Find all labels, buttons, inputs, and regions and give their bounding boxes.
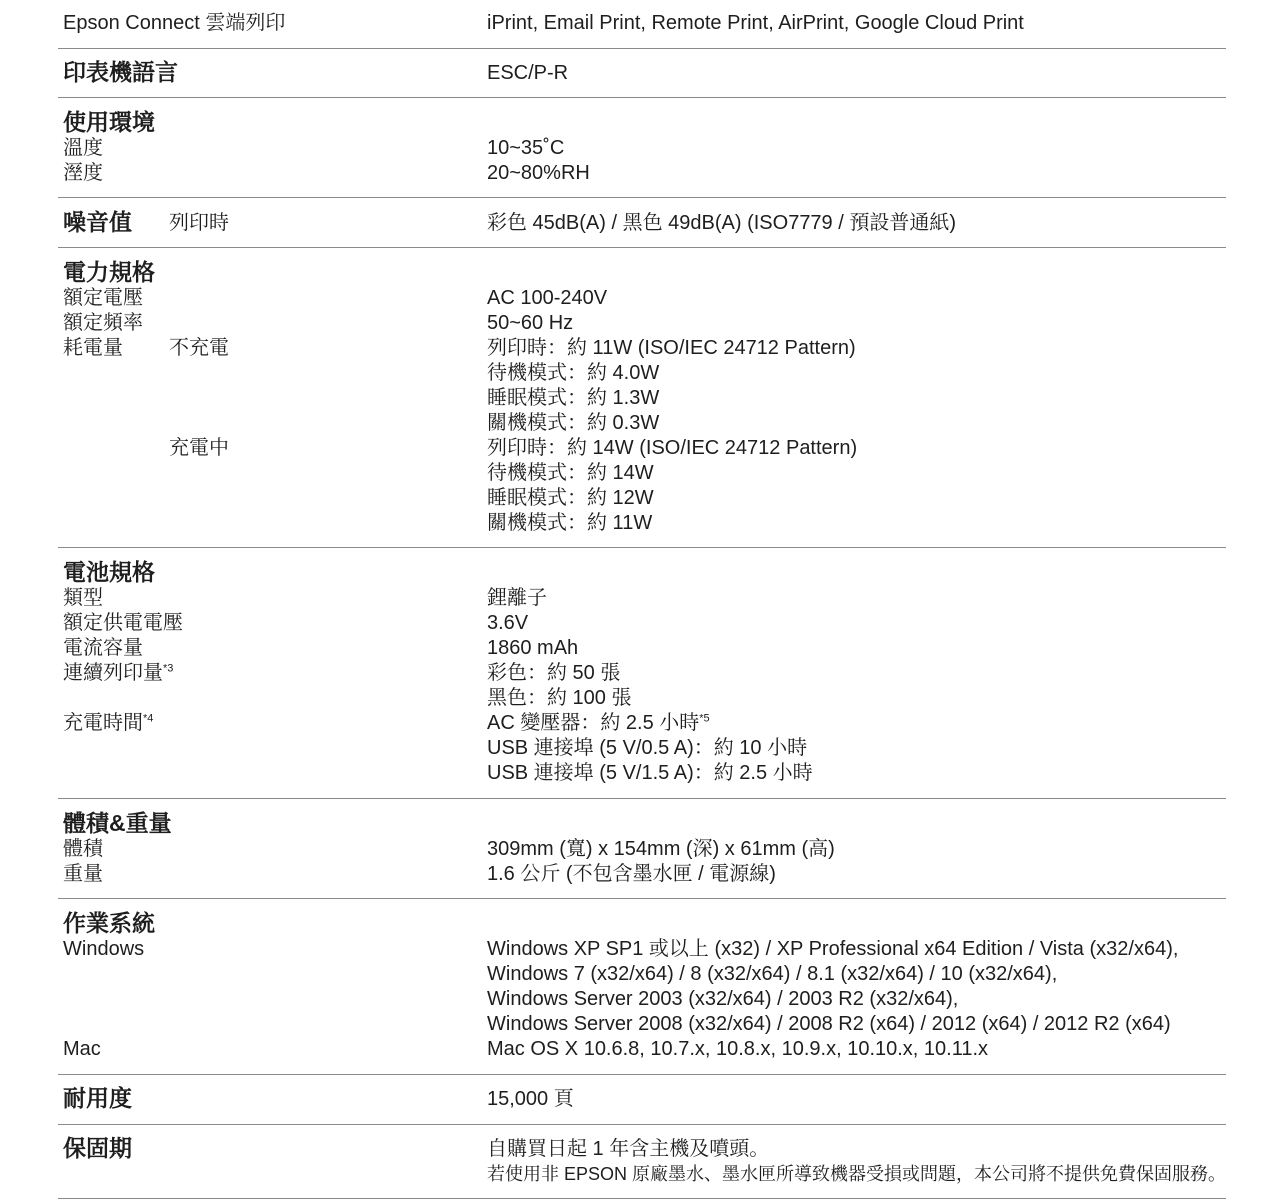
windows-value-4: Windows Server 2008 (x32/x64) / 2008 R2 (x64) / 2012 (x64) / 2012 R2 (x64) [487,1013,1171,1035]
environment-title: 使用環境 [63,109,155,135]
divider [58,898,1226,899]
charging-time-ac: AC 變壓器：約 2.5 小時$^{*5}$ [487,712,710,734]
footnote-3: *3 [163,662,174,675]
battery-type-label: 類型 [63,587,103,609]
charging-time-usb-1: USB 連接埠 (5 V/0.5 A)：約 10 小時 [487,737,808,759]
not-charging-standby: 待機模式：約 4.0W [487,362,660,384]
windows-value-1: Windows XP SP1 或以上 (x32) / XP Professional x64 Edition / Vista (x32/x64), [487,938,1179,960]
rated-frequency-label: 額定頻率 [63,312,143,334]
charging-printing: 列印時：約 14W (ISO/IEC 24712 Pattern) [487,437,858,459]
divider [58,547,1226,548]
temperature-label: 溫度 [63,137,103,159]
weight-value: 1.6 公斤 (不包含墨水匣 / 電源線) [487,863,776,885]
epson-connect-label: Epson Connect 雲端列印 [63,12,286,34]
battery-capacity-label: 電流容量 [63,637,143,659]
humidity-value: 20~80%RH [487,162,590,184]
not-charging-sleep: 睡眠模式：約 1.3W [487,387,660,409]
power-title: 電力規格 [63,259,155,285]
continuous-print-label: 連續列印量$^{*3}$ [63,662,174,684]
durability-title: 耐用度 [63,1085,132,1111]
divider [58,97,1226,98]
divider [58,247,1226,248]
noise-value: 彩色 45dB(A) / 黑色 49dB(A) (ISO7779 / 預設普通紙) [487,212,957,234]
volume-value: 309mm (寬) x 154mm (深) x 61mm (高) [487,838,835,860]
charging-time-usb-2: USB 連接埠 (5 V/1.5 A)：約 2.5 小時 [487,762,813,784]
charging-sleep: 睡眠模式：約 12W [487,487,654,509]
charging-label: 充電中 [169,437,229,459]
rated-frequency-value: 50~60 Hz [487,312,574,334]
battery-title: 電池規格 [63,559,155,585]
size-weight-title: 體積&重量 [63,810,172,836]
printer-language-label: 印表機語言 [63,59,178,85]
not-charging-label: 不充電 [169,337,229,359]
battery-capacity-value: 1860 mAh [487,637,579,659]
humidity-label: 溼度 [63,162,103,184]
windows-label: Windows [63,938,145,960]
weight-label: 重量 [63,863,103,885]
battery-voltage-value: 3.6V [487,612,529,634]
printer-language-value: ESC/P-R [487,62,569,84]
noise-printing-label: 列印時 [169,212,229,234]
not-charging-printing: 列印時：約 11W (ISO/IEC 24712 Pattern) [487,337,856,359]
epson-connect-value: iPrint, Email Print, Remote Print, AirPrint, Google Cloud Print [487,12,1024,34]
continuous-print-color: 彩色：約 50 張 [487,662,621,684]
windows-value-2: Windows 7 (x32/x64) / 8 (x32/x64) / 8.1 (x32/x64) / 10 (x32/x64), [487,963,1058,985]
divider [58,798,1226,799]
divider [58,197,1226,198]
battery-type-value: 鋰離子 [487,587,547,609]
durability-value: 15,000 頁 [487,1088,574,1110]
rated-voltage-value: AC 100-240V [487,287,608,309]
mac-label: Mac [63,1038,101,1060]
battery-voltage-label: 額定供電電壓 [63,612,183,634]
warranty-title: 保固期 [63,1135,132,1161]
charging-off: 關機模式：約 11W [487,512,653,534]
os-title: 作業系統 [63,910,155,936]
footnote-4: *4 [143,712,154,725]
footnote-5: *5 [699,712,710,725]
mac-value: Mac OS X 10.6.8, 10.7.x, 10.8.x, 10.9.x, 10.10.x, 10.11.x [487,1038,989,1060]
warranty-line-1: 自購買日起 1 年含主機及噴頭。 [487,1138,770,1160]
volume-label: 體積 [63,838,103,860]
continuous-print-black: 黑色：約 100 張 [487,687,632,709]
charging-standby: 待機模式：約 14W [487,462,654,484]
divider [58,48,1226,49]
divider [58,1198,1226,1199]
divider [58,1074,1226,1075]
warranty-line-2: 若使用非 EPSON 原廠墨水、墨水匣所導致機器受損或問題，本公司將不提供免費保固服務。 [487,1164,1227,1184]
windows-value-3: Windows Server 2003 (x32/x64) / 2003 R2 (x32/x64), [487,988,959,1010]
noise-title: 噪音值 [63,209,132,235]
not-charging-off: 關機模式：約 0.3W [487,412,660,434]
divider [58,1124,1226,1125]
rated-voltage-label: 額定電壓 [63,287,143,309]
temperature-value: 10~35˚C [487,137,565,159]
charging-time-label: 充電時間$^{*4}$ [63,712,154,734]
power-consumption-label: 耗電量 [63,337,123,359]
